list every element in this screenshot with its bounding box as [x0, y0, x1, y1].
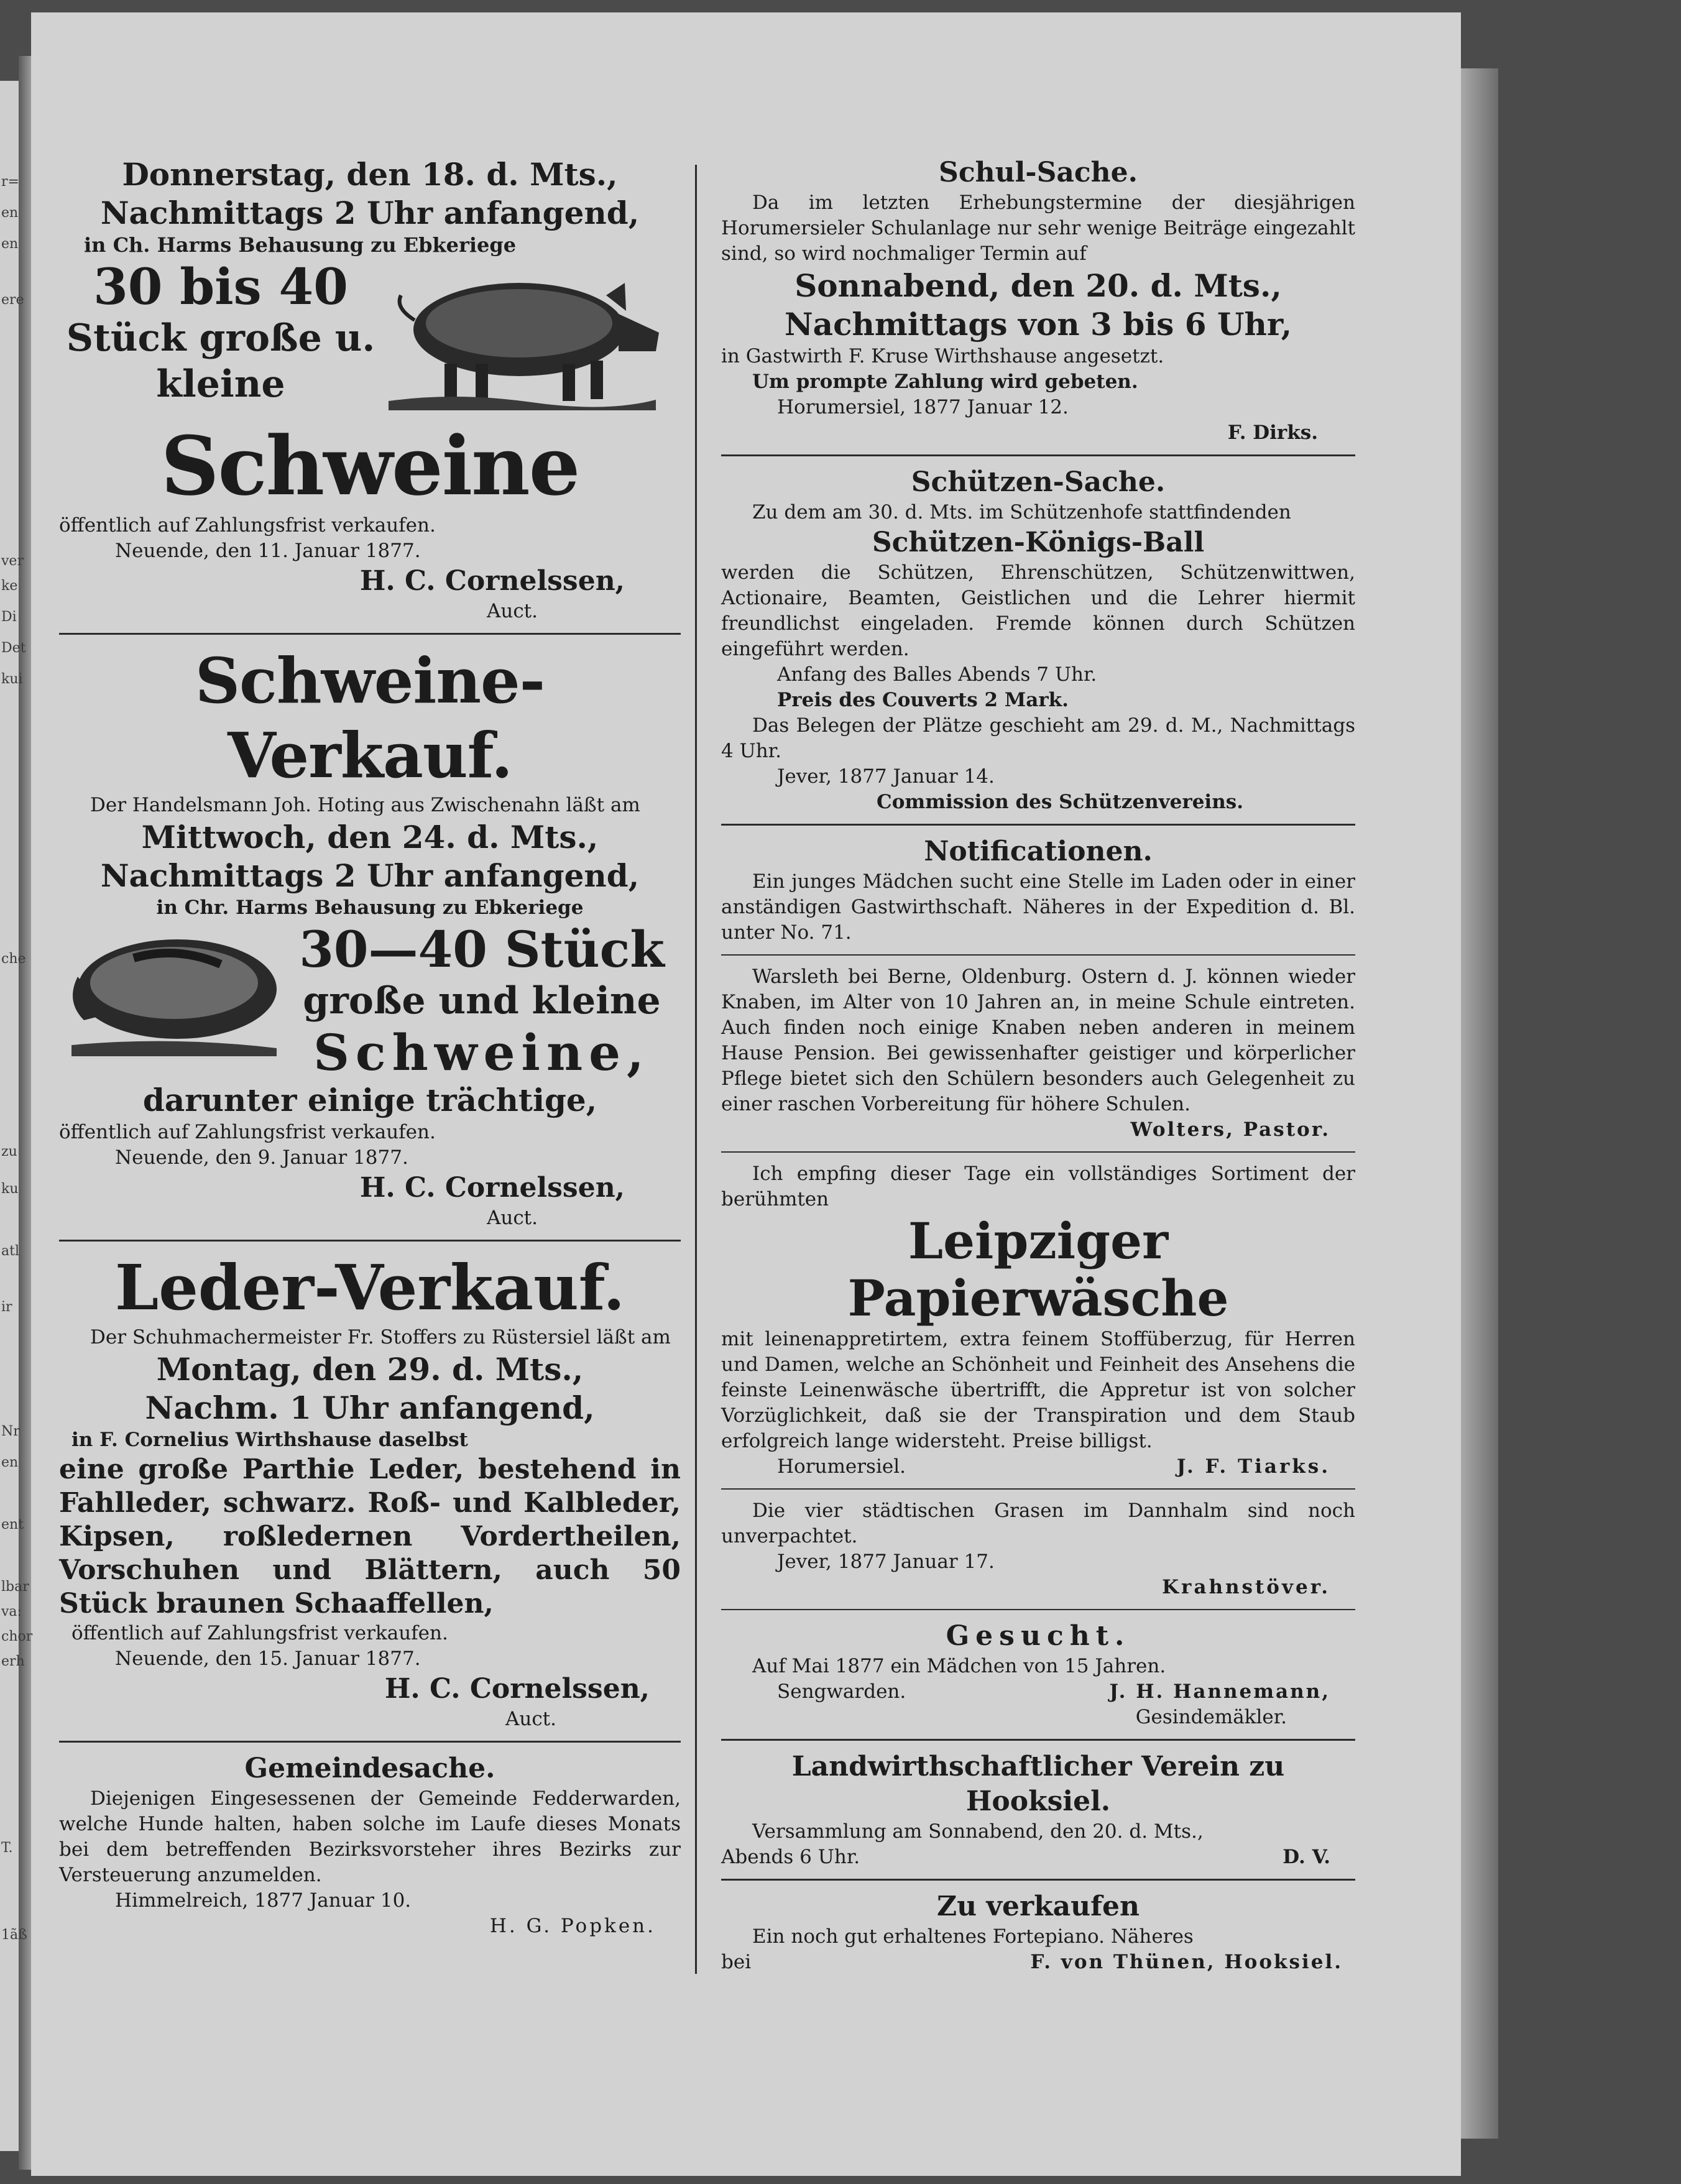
- bleed-fragment: erh: [1, 1654, 25, 1669]
- headline: Zu verkaufen: [936, 1891, 1140, 1922]
- intro: Der Handelsmann Joh. Hoting aus Zwischenahn läßt am: [90, 794, 640, 816]
- bleed-fragment: ver: [1, 553, 24, 569]
- place-date: Horumersiel, 1877 Januar 12.: [777, 396, 1069, 418]
- seating-note: Das Belegen der Plätze geschieht am 29. d. M., Nachmittags 4 Uhr.: [721, 714, 1355, 762]
- ad-for-sale: [721, 1889, 1355, 1975]
- bleed-fragment: ke: [1, 578, 18, 594]
- headline: Notificationen.: [924, 836, 1153, 867]
- notice-body: Warsleth bei Berne, Oldenburg. Ostern d. J. können wieder Knaben, im Alter von 10 Jahren an, in meine Schule eintreten. Auch finden noch einige Knaben neben anderen in meinem Hause Pension. Bei gewissenhafter geistiger und körperlicher Pflege bietet sich den Schülern besonders auch Gelegenheit zu einer raschen Vorbereitung für höhere Schulen.: [721, 965, 1355, 1115]
- count-line: 30—40 Stück: [299, 920, 665, 979]
- notice-body: Die vier städtischen Grasen im Dannhalm sind noch unverpachtet.: [721, 1500, 1355, 1547]
- bleed-fragment: ent: [1, 1517, 24, 1532]
- bleed-fragment: chor: [1, 1629, 33, 1644]
- desc-line: große und kleine: [303, 979, 661, 1023]
- bleed-fragment: Di: [1, 609, 17, 625]
- bleed-fragment: kui: [1, 671, 23, 687]
- page-gutter: [19, 56, 31, 2170]
- place-date: Himmelreich, 1877 Januar 10.: [115, 1889, 412, 1912]
- right-column: [721, 155, 1355, 1975]
- sale-terms: öffentlich auf Zahlungsfrist verkaufen.: [59, 1121, 436, 1143]
- bleed-fragment: Nr: [1, 1424, 20, 1439]
- bleed-fragment: en: [1, 236, 19, 252]
- bleed-fragment: en: [1, 205, 19, 221]
- signature-title: Gesindemäkler.: [1135, 1706, 1287, 1728]
- notice-body: Auf Mai 1877 ein Mädchen von 15 Jahren.: [752, 1655, 1166, 1677]
- meeting-notice: Versammlung am Sonnabend, den 20. d. Mts.,: [752, 1820, 1204, 1843]
- ad-pig-sale-1: [59, 155, 681, 624]
- signature: F. Dirks.: [1227, 422, 1318, 444]
- desc-line: Stück große u.: [66, 316, 375, 360]
- ad-paper-linen: [721, 1161, 1355, 1480]
- headline: Gemeindesache.: [244, 1753, 495, 1784]
- divider: [59, 1741, 681, 1743]
- price: Preis des Couverts 2 Mark.: [777, 689, 1069, 711]
- headline: Schweine: [160, 418, 579, 514]
- intro: Der Schuhmachermeister Fr. Stoffers zu Rüstersiel läßt am: [90, 1326, 671, 1348]
- notice-body: Da im letzten Erhebungstermine der diesjährigen Horumersieler Schulanlage nur sehr wenige Beiträge eingezahlt sind, so wird nochmaliger Termin auf: [721, 191, 1355, 265]
- goods-list: eine große Parthie Leder, bestehend in Fahlleder, schwarz. Roß- und Kalbleder, Kipsen, roßledernen Vordertheilen, Vorschuhen und Blättern, auch 50 Stück braunen Schaaffellen,: [59, 1454, 681, 1620]
- notice-body: Ein junges Mädchen sucht eine Stelle im Laden oder in einer anständigen Gastwirthschaft. Näheres in der Expedition d. Bl. unter No. 71.: [721, 870, 1355, 944]
- payment-note: Um prompte Zahlung wird gebeten.: [752, 371, 1138, 393]
- signature: Krahnstöver.: [1162, 1576, 1330, 1598]
- ad-pig-sale-2: [59, 643, 681, 1231]
- ad-leather-sale: [59, 1250, 681, 1732]
- pig-woodcut-image: [382, 258, 668, 413]
- time-line: Nachmittags 2 Uhr anfangend,: [100, 195, 640, 231]
- left-column: [59, 155, 681, 1939]
- headline: Gesucht.: [946, 1620, 1131, 1652]
- divider: [721, 1609, 1355, 1610]
- time-line: Nachmittags von 3 bis 6 Uhr,: [784, 306, 1292, 343]
- divider: [59, 1240, 681, 1242]
- notice-body: Ein noch gut erhaltenes Fortepiano. Näheres: [752, 1925, 1194, 1948]
- divider: [721, 954, 1355, 956]
- divider: [721, 1879, 1355, 1881]
- headline: Schweine-Verkauf.: [195, 644, 545, 792]
- invitation-body: werden die Schützen, Ehrenschützen, Schützenwittwen, Actionaire, Beamten, Geistlichen und die Lehrer hiermit freundlichst eingeladen. Fremde können durch Schützen eingeführt werden.: [721, 561, 1355, 660]
- signature: H. C. Cornelssen,: [359, 565, 625, 597]
- headline-2: Hooksiel.: [965, 1785, 1111, 1817]
- signature-title: Auct.: [486, 600, 538, 622]
- bleed-fragment: zu: [1, 1144, 17, 1159]
- signature: H. C. Cornelssen,: [384, 1673, 650, 1705]
- headline: Leipziger Papierwäsche: [847, 1212, 1229, 1327]
- bleed-fragment: T.: [1, 1840, 13, 1856]
- date-line: Montag, den 29. d. Mts.,: [156, 1351, 584, 1388]
- location-line: in F. Cornelius Wirthshause daselbst: [71, 1429, 468, 1451]
- sale-terms: öffentlich auf Zahlungsfrist verkaufen.: [59, 514, 436, 537]
- location-line: in Chr. Harms Behausung zu Ebkeriege: [156, 896, 584, 919]
- date-line: Donnerstag, den 18. d. Mts.,: [122, 156, 618, 193]
- ad-municipal-notice: [59, 1751, 681, 1939]
- sale-terms: öffentlich auf Zahlungsfrist verkaufen.: [71, 1622, 448, 1644]
- ad-boarding-school: [721, 964, 1355, 1143]
- location-line: in Ch. Harms Behausung zu Ebkeriege: [84, 233, 517, 257]
- bleed-fragment: r=: [1, 174, 19, 190]
- place: Sengwarden.: [777, 1680, 906, 1703]
- headline: Schützen-Sache.: [911, 466, 1166, 498]
- bleed-fragment: che: [1, 951, 26, 967]
- start-time: Anfang des Balles Abends 7 Uhr.: [777, 663, 1097, 686]
- subline: darunter einige trächtige,: [142, 1082, 597, 1118]
- headline: Leder-Verkauf.: [114, 1251, 625, 1324]
- bleed-fragment: ku: [1, 1181, 19, 1197]
- place-date: Jever, 1877 Januar 17.: [777, 1550, 995, 1573]
- place-date: Neuende, den 15. Januar 1877.: [115, 1647, 421, 1670]
- notice-body: Diejenigen Eingesessenen der Gemeinde Fedderwarden, welche Hunde halten, haben solche im Laufe dieses Monats bei dem betreffenden Bezirksvorsteher ihres Bezirks zur Versteuerung anzumelden.: [59, 1787, 681, 1886]
- headline: Schul-Sache.: [939, 157, 1138, 188]
- place: Horumersiel.: [777, 1455, 906, 1478]
- signature: Wolters, Pastor.: [1130, 1118, 1330, 1141]
- ball-title: Schützen-Königs-Ball: [872, 527, 1205, 558]
- ad-agricultural-society: [721, 1749, 1355, 1870]
- bleed-fragment: atl: [1, 1243, 19, 1259]
- pig-woodcut-image-2: [59, 921, 283, 1057]
- signature: F. von Thünen, Hooksiel.: [1030, 1951, 1343, 1973]
- date-line: Mittwoch, den 24. d. Mts.,: [141, 819, 599, 855]
- place-date: Neuende, den 11. Januar 1877.: [115, 540, 421, 562]
- location-line: in Gastwirth F. Kruse Wirthshause angesetzt.: [721, 345, 1164, 367]
- divider: [721, 824, 1355, 826]
- bleed-fragment: va:: [1, 1604, 22, 1620]
- signature: H. C. Cornelssen,: [359, 1172, 625, 1204]
- bleed-fragment: en: [1, 1455, 19, 1470]
- divider: [721, 1488, 1355, 1490]
- signature: Commission des Schützenvereins.: [877, 791, 1243, 813]
- ad-notifications: [721, 834, 1355, 946]
- place-date: Neuende, den 9. Januar 1877.: [115, 1146, 408, 1169]
- bleed-fragment: ir: [1, 1299, 12, 1315]
- divider: [721, 1151, 1355, 1153]
- column-divider: [695, 165, 697, 1974]
- bei-label: bei: [721, 1951, 752, 1973]
- signature: H. G. Popken.: [489, 1915, 656, 1937]
- ad-school-matter: [721, 155, 1355, 446]
- bleed-fragment: Det: [1, 640, 26, 656]
- time-line: Nachmittags 2 Uhr anfangend,: [100, 857, 640, 894]
- signature-title: Auct.: [486, 1207, 538, 1229]
- time-line: Nachm. 1 Uhr anfangend,: [145, 1389, 595, 1426]
- bleed-fragment: ere: [1, 292, 24, 308]
- ad-wanted: [721, 1619, 1355, 1730]
- divider: [721, 1739, 1355, 1741]
- signature-title: Auct.: [505, 1708, 556, 1730]
- bleed-fragment: lbar: [1, 1579, 29, 1595]
- place-date: Jever, 1877 Januar 14.: [777, 765, 995, 788]
- desc-line-2: kleine: [156, 362, 285, 406]
- intro: Zu dem am 30. d. Mts. im Schützenhofe stattfindenden: [752, 501, 1291, 523]
- book-edge: [1461, 68, 1498, 2139]
- divider: [59, 633, 681, 635]
- signature: J. H. Hannemann,: [1109, 1680, 1330, 1703]
- count-line: 30 bis 40: [93, 257, 348, 316]
- ad-grassland-lease: [721, 1498, 1355, 1600]
- intro: Ich empfing dieser Tage ein vollständiges Sortiment der berühmten: [721, 1163, 1355, 1210]
- bleed-fragment: 1ãß: [1, 1927, 27, 1943]
- signature: D. V.: [1283, 1846, 1330, 1868]
- ad-shooting-club: [721, 465, 1355, 815]
- meeting-time: Abends 6 Uhr.: [721, 1846, 860, 1868]
- date-line: Sonnabend, den 20. d. Mts.,: [794, 267, 1282, 304]
- divider: [721, 454, 1355, 456]
- big-line: Schweine,: [313, 1023, 650, 1082]
- headline: Landwirthschaftlicher Verein zu: [791, 1751, 1285, 1782]
- signature: J. F. Tiarks.: [1176, 1455, 1330, 1478]
- product-description: mit leinenappretirtem, extra feinem Stoffüberzug, für Herren und Damen, welche an Schönheit und Feinheit des Ansehens die feinste Leinenwäsche übertrifft, die Appretur ist von solcher Vorzüglichkeit, daß sie der Transpiration und dem Staub erfolgreich lange widersteht. Preise billigst.: [721, 1328, 1355, 1452]
